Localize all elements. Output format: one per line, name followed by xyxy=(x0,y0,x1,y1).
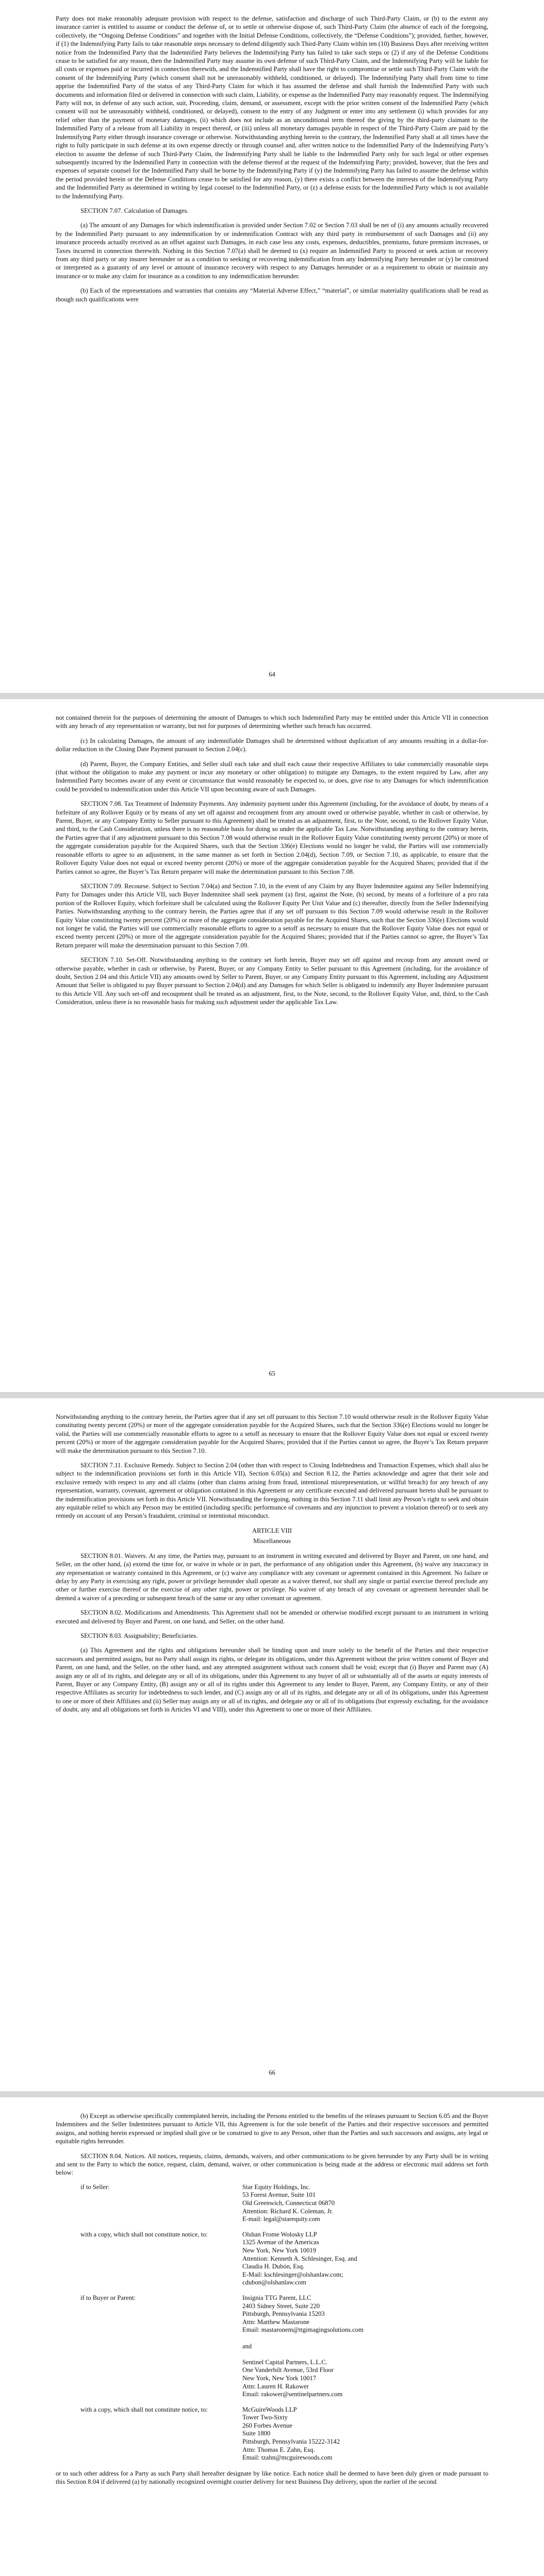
address-line: McGuireWoods LLP xyxy=(242,2405,297,2413)
address-line: 53 Forest Avenue, Suite 101 xyxy=(242,2191,316,2199)
paragraph: SECTION 8.02. Modifications and Amendments. This Agreement shall not be amended or otherwise modified except pursuant to an instrument in writing executed and delivered by Buyer and Parent, on one hand, and Seller, on the other hand. xyxy=(56,1609,488,1625)
paragraph: SECTION 7.08. Tax Treatment of Indemnity Payments. Any indemnity payment under this Agreement (including, for the avoidance of doubt, by means of a forfeiture of any Rollover Equity or by means of any set off against and recoupment from any amount owed or otherwise payable, whether in cash or otherwise, by Parent, Buyer, or any Company Entity to Seller pursuant to this Agreement) shall be treated as an adjustment, first, to the Note, second, to the Rollover Equity Value, and third, to the Cash Consideration, unless there is no reasonable basis for doing so under the applicable Tax Law. Notwithstanding anything to the contrary herein, the Parties agree that if any adjustment pursuant to this Section 7.08 would otherwise result in the Rollover Equity Value constituting twenty percent (20%) or more of the aggregate consideration payable for the Acquired Shares, such that the Section 336(e) Elections would no longer be valid, the Parties will use commercially reasonable efforts to agree to an adjustment, in the same manner as set forth in Section 2.04(d), Section 7.09, or Section 7.10, as applicable, to ensure that the Rollover Equity Value does not equal or exceed twenty percent (20%) or more of the aggregate consideration payable for the Acquired Shares; provided that if the Parties cannot so agree, the Buyer’s Tax Return preparer will make the determination pursuant to this Section 7.08. xyxy=(56,800,488,875)
notice-addresses xyxy=(56,2183,488,2462)
article-title: Miscellaneous xyxy=(253,1537,291,1545)
page-number: 66 xyxy=(269,2069,275,2076)
paragraph: SECTION 7.11. Exclusive Remedy. Subject to Section 2.04 (other than with respect to Closing Indebtedness and Transaction Expenses, which shall also be subject to the indemnification provisions set forth in this Article VII), Section 6.05(a) and Section 8.12, the Parties acknowledge and agree that their sole and exclusive remedy with respect to any and all claims (other than claims arising from fraud, intentional misrepresentation, or willful breach) for any breach of any representation, warranty, covenant, agreement or obligation contained in this Agreement or any certificate executed and delivered pursuant hereto shall be pursuant to the indemnification provisions set forth in this Article VII. Notwithstanding the foregoing, nothing in this Section 7.11 shall limit any Person’s right to seek and obtain any equitable relief to which any Person may be entitled (including specific performance of covenants and any injunction to prevent a violation thereof) or to seek any remedy on account of any Person’s fraudulent, criminal or intentional misconduct. xyxy=(56,1462,488,1520)
address-line: Old Greenwich, Connecticut 06870 xyxy=(242,2199,335,2207)
document-page xyxy=(0,0,544,693)
paragraph: (b) Each of the representations and warranties that contains any “Material Adverse Effect,” “material”, or similar materiality qualifications shall be read as though such qualifications were xyxy=(56,287,488,303)
notice-label: with a copy, which shall not constitute notice, to: xyxy=(80,2230,208,2238)
address-line: New York, New York 10017 xyxy=(242,2374,317,2382)
paragraph: SECTION 8.01. Waivers. At any time, the Parties may, pursuant to an instrument in writing executed and delivered by Buyer and Parent, on one hand, and Seller, on the other hand, (a) extend the time for, or waive in whole or in part, the performance of any obligation under this Agreement, (b) waive any inaccuracy in any representation or warranty contained in this Agreement, or (c) waive any compliance with any covenant or agreement contained in this Agreement. No failure or delay by any Party in exercising any right, power or privilege hereunder shall operate as a waiver thereof, nor shall any single or partial exercise thereof preclude any other or further exercise thereof or the exercise of any other right, power or privilege. No waiver of any breach of any covenant or agreement hereunder shall be deemed a waiver of a preceding or subsequent breach of the same or any other covenant or agreement. xyxy=(56,1552,488,1602)
address-line: Claudia H. Dubón, Esq. xyxy=(242,2263,305,2270)
address-line: 260 Forbes Avenue xyxy=(242,2421,293,2429)
notice-label: with a copy, which shall not constitute notice, to: xyxy=(80,2405,208,2413)
address-line: Pittsburgh, Pennsylvania 15222-3142 xyxy=(242,2438,340,2446)
address-line: Tower Two-Sixty xyxy=(242,2414,288,2421)
address-line: E-Mail: kschlesinger@olshanlaw.com; xyxy=(242,2270,343,2278)
address-line: Email: mastaronem@ttgimagingsolutions.com xyxy=(242,2326,364,2334)
address-line: Attn: Thomas E. Zahn, Esq. xyxy=(242,2446,315,2453)
address-line: Email: tzahn@mcguirewoods.com xyxy=(242,2454,333,2462)
paragraph: (d) Parent, Buyer, the Company Entities, and Seller shall each take and shall each cause their respective Affiliates to take commercially reasonable steps (that without the obligation to make any payment or incur any monetary or other obligation) to mitigate any Damages, to the extent required by Law, after any Indemnified Party becomes aware of any event or circumstance that would reasonably be expected to, or does, give rise to any Damages for which indemnification could be provided to indemnification under this Article VII upon becoming aware of such Damages. xyxy=(56,760,488,793)
notice-address xyxy=(242,2183,488,2224)
paragraph: (a) This Agreement and the rights and obligations hereunder shall be binding upon and inure solely to the benefit of the Parties and their respective successors and permitted assigns, but no Party shall assign its rights, or delegate its obligations, under this Agreement without the prior written consent of Buyer and Parent, on one hand, and the Seller, on the other hand, and any attempted assignment without such consent shall be void; except that (i) Buyer and Parent may (A) assign any or all of its rights, and delegate any or all of its obligations, under this Agreement to any buyer of all or substantially all of the assets or equity interests of Parent, Buyer or any Company Entity, (B) assign any or all of its rights under this Agreement to any lender to Buyer, Parent, any Company Entity, or any of their respective Affiliates as security for indebtedness to such lender, and (C) assign any or all of its rights, and delegate any or all of its obligations, under this Agreement to one or more of their Affiliates and (ii) Seller may assign any or all of its rights, and delegate any or all of its obligations (but expressly excluding, for the avoidance of doubt, any and all obligations set forth in Articles VI and VIII), under this Agreement to one or more of their Affiliates. xyxy=(56,1647,488,1714)
document-page xyxy=(0,699,544,1392)
notice-address xyxy=(242,2406,488,2462)
address-line: Sentinel Capital Partners, L.L.C. xyxy=(242,2358,327,2366)
page-number: 65 xyxy=(269,1369,275,1377)
paragraph: SECTION 7.10. Set-Off. Notwithstanding anything to the contrary set forth herein, Buyer may set off against and recoup from any amount owed or otherwise payable, whether in cash or otherwise, by Parent, Buyer, or any Company Entity to Seller pursuant to this Agreement (including, for the avoidance of doubt, Section 2.04 and this Article VII) any amounts owed by Seller to Parent, Buyer, or any Company Entity pursuant to this Agreement, including any Adjustment Amount that Seller is obligated to pay Buyer pursuant to Section 2.04(d) and any Damages for which Seller is obligated to indemnify any Buyer Indemnitee pursuant to this Article VII. Any such set-off and recoupment shall be treated as an adjustment, first, to the Note, second, to the Rollover Equity Value, and, third, to the Cash Consideration, unless there is no reasonable basis for making such adjustment under the applicable Tax Law. xyxy=(56,956,488,1006)
address-spacer xyxy=(242,2350,488,2359)
address-line: Star Equity Holdings, Inc. xyxy=(242,2183,310,2191)
page-number: 64 xyxy=(269,670,275,678)
document-page xyxy=(0,1398,544,2091)
notice-label: if to Seller: xyxy=(80,2183,110,2191)
address-spacer xyxy=(242,2334,488,2343)
notice-address xyxy=(242,2294,488,2399)
address-line: Pittsburgh, Pennsylvania 15203 xyxy=(242,2310,325,2318)
address-line: Email: rakower@sentinelpartners.com xyxy=(242,2391,343,2398)
address-line: E-mail: legal@starequity.com xyxy=(242,2215,320,2223)
address-line: Attention: Kenneth A. Schlesinger, Esq. and xyxy=(242,2255,357,2262)
address-line: New York, New York 10019 xyxy=(242,2247,317,2254)
address-line: Attention: Richard K. Coleman, Jr. xyxy=(242,2207,333,2215)
document-page xyxy=(0,2097,544,2576)
notice-label: if to Buyer or Parent: xyxy=(80,2294,136,2301)
notice-address xyxy=(242,2231,488,2287)
address-line: One Vanderbilt Avenue, 53rd Floor xyxy=(242,2366,334,2374)
paragraph: (a) The amount of any Damages for which indemnification is provided under Section 7.02 or Section 7.03 shall be net of (i) any amounts actually recovered by the Indemnified Party pursuant to any indemnification by or indemnification Contract with any third party in reimbursement of such Damages and (ii) any insurance proceeds actually received as an offset against such Damages, in each case less any costs, expenses, deductibles, premiums, future premium increases, or Taxes incurred in connection therewith. Nothing in this Section 7.07(a) shall be deemed to (x) require an Indemnified Party to proceed or seek action or recovery from any third party or any insurer hereunder or as a condition to seeking or recovering indemnification from any Indemnifying Party hereunder or (y) be construed or interpreted as a guaranty of any level or amount of insurance recovery with respect to any Damages hereunder or as a requirement to obtain or maintain any insurance or to make any claim for insurance as a condition to any indemnification hereunder. xyxy=(56,222,488,280)
address-line: Attn: Lauren H. Rakower xyxy=(242,2382,309,2390)
paragraph: Notwithstanding anything to the contrary herein, the Parties agree that if any set off pursuant to this Section 7.10 would otherwise result in the Rollover Equity Value constituting twenty percent (20%) or more of the aggregate consideration payable for the Acquired Shares, such that the Section 336(e) Elections would no longer be valid, the Parties will use commercially reasonable efforts to agree to a setoff as necessary to ensure that the Rollover Equity Value does not equal or exceed twenty percent (20%) or more of the aggregate consideration payable for the Acquired Shares; provided that if the Parties cannot so agree, the Buyer’s Tax Return preparer will make the determination pursuant to this Section 7.10. xyxy=(56,1413,488,1454)
address-line: Attn: Matthew Mastarone xyxy=(242,2318,310,2326)
paragraph: SECTION 8.04. Notices. All notices, requests, claims, demands, waivers, and other communications to be given hereunder by any Party shall be in writing and sent to the Party to which the notice, request, claim, demand, waiver, or other communication is being made at the address or electronic mail address set forth below: xyxy=(56,2152,488,2177)
paragraph: or to such other address for a Party as such Party shall hereafter designate by like notice. Each notice shall be deemed to have been duly given or made pursuant to this Section 8.04 if delivered (a) by nationally recognized overnight courier delivery for next Business Day delivery, upon the earlier of the second xyxy=(56,2469,488,2486)
section-heading: SECTION 8.03. Assignability; Beneficiaries. xyxy=(80,1632,198,1639)
address-line: Olshan Frome Wolosky LLP xyxy=(242,2230,317,2238)
section-heading: SECTION 7.07. Calculation of Damages. xyxy=(80,207,189,214)
address-line: and xyxy=(242,2342,252,2350)
paragraph: (c) In calculating Damages, the amount of any indemnifiable Damages shall be determined without duplication of any amounts resulting in a dollar-for-dollar reduction in the Closing Date Payment pursuant to Section 2.04(c). xyxy=(56,737,488,753)
paragraph: Party does not make reasonably adequate provision with respect to the defense, satisfaction and discharge of such Third-Party Claim, or (b) to the extent any insurance carrier is entitled to assume or conduct the defense of, or to settle or otherwise dispose of, such Third-Party Claim (the absence of each of the foregoing, collectively, the “Ongoing Defense Conditions” and together with the Initial Defense Conditions, collectively, the “Defense Conditions”); provided, further, however, if (1) the Indemnifying Party fails to take reasonable steps necessary to defend diligently such Third-Party Claim within ten (10) Business Days after receiving written notice from the Indemnified Party that the Indemnified Party believes the Indemnifying Party has failed to take such steps or (2) if any of the Defense Conditions cease to be satisfied for any reason, then the Indemnified Party may assume its own defense of such Third-Party Claim, and the Indemnifying Party will be liable for all costs or expenses paid or incurred in connection therewith, and the Indemnified Party shall have the right to compromise or settle such Third-Party Claim with the consent of the Indemnifying Party (which consent shall not be unreasonably withheld, conditioned, or delayed). The Indemnifying Party shall from time to time apprise the Indemnified Party of the status of any Third-Party Claim for which it has assumed the defense and shall furnish the Indemnified Party with such documents and information filed or delivered in connection with such claim, Liability, or expense as the Indemnified Party may reasonably request. The Indemnifying Party will not, in defense of any such action, suit, Proceeding, claim, demand, or assessment, except with the prior written consent of the Indemnified Party (which consent will not be unreasonably withheld, conditioned, or delayed), consent to the entry of any Judgment or enter into any settlement (i) which provides for any relief other than the payment of monetary damages, (ii) which does not include as an unconditional term thereof the giving by the third-party claimant to the Indemnified Party of a release from all Liability in respect thereof, or (iii) unless all monetary damages payable in respect of the Third-Party Claim are paid by the Indemnifying Party either through insurance coverage or otherwise. Notwithstanding anything herein to the contrary, the Indemnified Party shall at all times have the right to fully participate in such defense at its own expense directly or through counsel and, after written notice to the Indemnified Party of the Indemnifying Party’s election to assume the defense of such Third-Party Claim, the Indemnifying Party shall be liable to the Indemnified Party only for such legal or other expenses subsequently incurred by the Indemnified Party in connection with the defense thereof at the request of the Indemnifying Party; provided, however, that the fees and expenses of separate counsel for the Indemnified Party shall be borne by the Indemnifying Party if (y) the Indemnifying Party has failed to assume the defense within the period provided herein or the Defense Conditions cease to be satisfied for any reason, (y) there exists a conflict between the interests of the Indemnifying Party and the Indemnified Party as determined in writing by legal counsel to the Indemnified Party, or (z) a defense exists for the Indemnified Party which is not available to the Indemnifying Party. xyxy=(56,15,488,200)
address-line: Suite 1800 xyxy=(242,2430,271,2437)
address-line: Insignia TTG Parent, LLC xyxy=(242,2294,311,2301)
article-heading: ARTICLE VIII xyxy=(252,1527,292,1534)
paragraph: (b) Except as otherwise specifically contemplated herein, including the Persons entitled to the benefits of the releases pursuant to Section 6.05 and the Buyer Indemnitees and the Seller Indemnitees pursuant to Article VII, this Agreement is for the sole benefit of the Parties and their respective successors and permitted assigns, and nothing herein expressed or implied shall give or be construed to give to any Person, other than the Parties and such successors and assigns, any legal or equitable rights hereunder. xyxy=(56,2112,488,2145)
paragraph: SECTION 7.09. Recourse. Subject to Section 7.04(a) and Section 7.10, in the event of any Claim by any Buyer Indemnitee against any Seller Indemnifying Party for Damages under this Article VII, such Buyer Indemnitee shall seek payment (a) first, against the Note, (b) second, by means of a forfeiture of a pro rata portion of the Rollover Equity, which forfeiture shall be calculated using the Rollover Equity Per Unit Value and (c) thereafter, directly from the Seller Indemnifying Parties. Notwithstanding anything to the contrary herein, the Parties agree that if any set off pursuant to this Section 7.09 would otherwise result in the Rollover Equity Value constituting twenty percent (20%) or more of the aggregate consideration payable for the Acquired Shares, such that the Section 336(e) Elections would not longer be valid, the Parties will use commercially reasonable efforts to agree to a setoff as necessary to ensure that the Rollover Equity Value does not equal or exceed twenty percent (20%) or more of the aggregate consideration payable for the Acquired Shares; provided that if the Parties cannot so agree, the Buyer’s Tax Return preparer will make the determination pursuant to this Section 7.09. xyxy=(56,882,488,949)
address-line: 2403 Sidney Street, Suite 220 xyxy=(242,2302,320,2310)
address-line: 1325 Avenue of the Americas xyxy=(242,2239,319,2246)
address-line: cdubon@olshanlaw.com xyxy=(242,2279,306,2286)
paragraph: not contained therein for the purposes of determining the amount of Damages to which such Indemnified Party may be entitled under this Article VII in connection with any breach of any representation or warranty, but not for purposes of determining whether such breach has occurred. xyxy=(56,714,488,730)
